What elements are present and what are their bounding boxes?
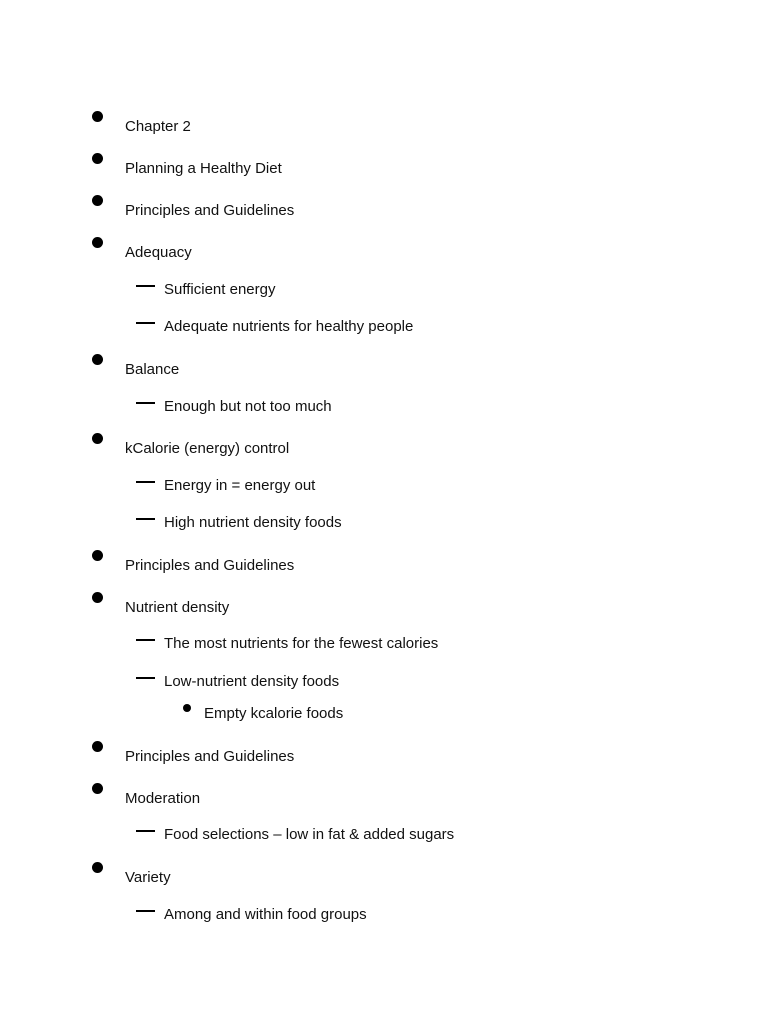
outline-subitem: Food selections – low in fat & added sugars: [164, 826, 455, 843]
bullet-icon: [92, 783, 103, 794]
bullet-icon: [92, 433, 103, 444]
bullet-icon: [92, 354, 103, 365]
outline-item: Chapter 2: [125, 118, 191, 135]
bullet-icon: [92, 153, 103, 164]
dash-icon: [136, 677, 155, 679]
dash-icon: [136, 481, 155, 483]
outline-item: Planning a Healthy Diet: [125, 160, 282, 177]
dash-icon: [136, 518, 155, 520]
outline-subitem: Adequate nutrients for healthy people: [164, 318, 414, 335]
dash-icon: [136, 285, 155, 287]
outline-item: Variety: [125, 869, 171, 886]
dash-icon: [136, 639, 155, 641]
small-bullet-icon: [183, 704, 191, 712]
bullet-icon: [92, 592, 103, 603]
outline-item: Adequacy: [125, 244, 192, 261]
dash-icon: [136, 402, 155, 404]
dash-icon: [136, 830, 155, 832]
outline-subitem: High nutrient density foods: [164, 514, 342, 531]
outline-item: Nutrient density: [125, 599, 230, 616]
outline-subitem: Low-nutrient density foods: [164, 673, 340, 690]
outline-subitem: The most nutrients for the fewest calories: [164, 635, 439, 652]
outline-item: Moderation: [125, 790, 201, 807]
outline-subitem: Energy in = energy out: [164, 477, 316, 494]
outline-item: Principles and Guidelines: [125, 202, 295, 219]
bullet-icon: [92, 111, 103, 122]
outline-subitem: Enough but not too much: [164, 398, 332, 415]
outline-subitem: Sufficient energy: [164, 281, 276, 298]
bullet-icon: [92, 237, 103, 248]
bullet-icon: [92, 741, 103, 752]
outline-item: Balance: [125, 361, 180, 378]
bullet-icon: [92, 550, 103, 561]
bullet-icon: [92, 862, 103, 873]
outline-item: kCalorie (energy) control: [125, 440, 290, 457]
outline-item: Principles and Guidelines: [125, 748, 295, 765]
outline-subitem: Among and within food groups: [164, 906, 367, 923]
bullet-icon: [92, 195, 103, 206]
dash-icon: [136, 322, 155, 324]
outline-subsubitem: Empty kcalorie foods: [204, 705, 344, 722]
outline-item: Principles and Guidelines: [125, 557, 295, 574]
dash-icon: [136, 910, 155, 912]
